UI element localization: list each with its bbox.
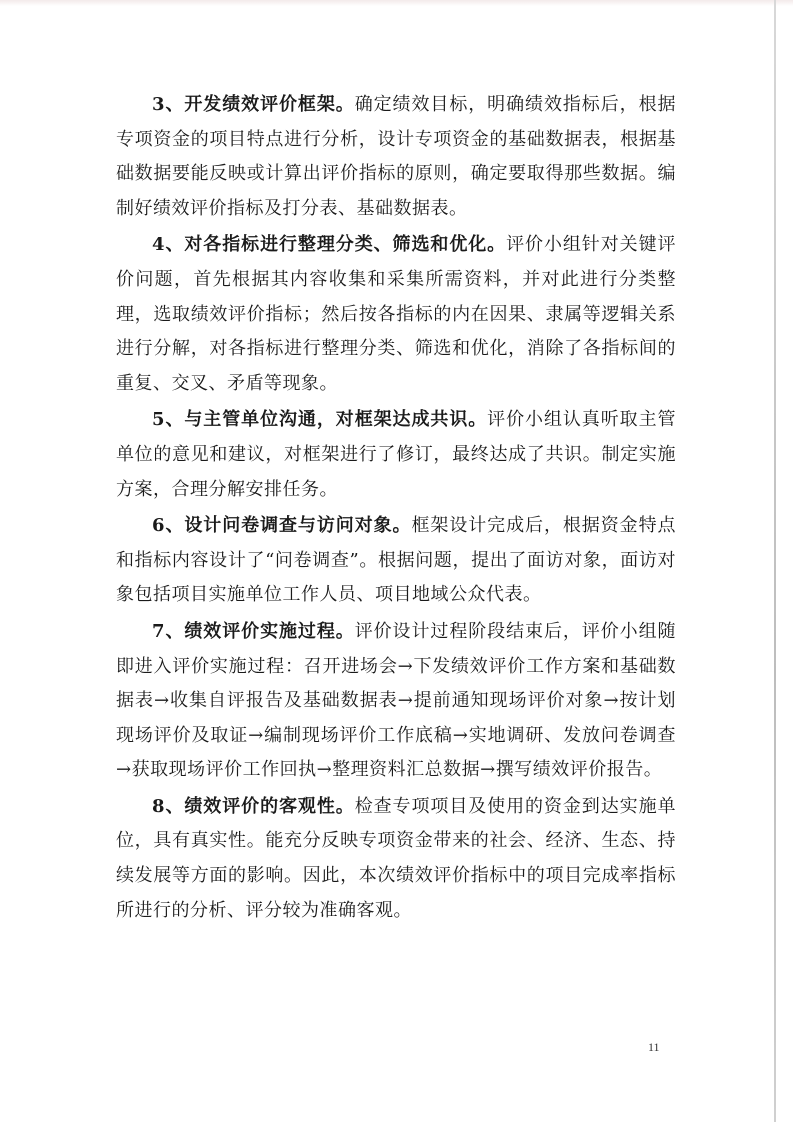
scan-right-edge [774, 0, 776, 1122]
paragraph-4 [116, 228, 676, 401]
paragraph-text: 确定绩效目标，明确绩效指标后，根据专项资金的项目特点进行分析，设计专项资金的基础数据表，根据基础数据要能反映或计算出评价指标的原则，确定要取得那些数据。编制好绩效评价指标及打分表、基础数据表。 [116, 94, 676, 219]
paragraph-heading: 3、开发绩效评价框架。 [152, 94, 355, 115]
paragraph-text: 评价小组认真听取主管单位的意见和建议，对框架进行了修订，最终达成了共识。制定实施方案，合理分解安排任务。 [116, 409, 676, 500]
scan-top-edge [0, 0, 793, 6]
paragraph-heading: 8、绩效评价的客观性。 [152, 795, 355, 817]
paragraph-6 [116, 509, 676, 613]
paragraph-heading: 5、与主管单位沟通，对框架达成共识。 [152, 409, 488, 431]
paragraph-heading: 4、对各指标进行整理分类、筛选和优化。 [152, 234, 507, 256]
document-body [116, 88, 676, 930]
paragraph-7 [116, 615, 676, 788]
page-number: 11 [648, 1040, 660, 1054]
paragraph-3 [116, 88, 676, 226]
paragraph-heading: 6、设计问卷调查与访问对象。 [152, 515, 412, 537]
paragraph-5 [116, 403, 676, 507]
paragraph-heading: 7、绩效评价实施过程。 [152, 620, 355, 642]
paragraph-text: 评价小组针对关键评价问题，首先根据其内容收集和采集所需资料，并对此进行分类整理，选取绩效评价指标；然后按各指标的内在因果、隶属等逻辑关系进行分解，对各指标进行整理分类、筛选和优化，消除了各指标间的重复、交叉、矛盾等现象。 [116, 234, 676, 394]
paragraph-8 [116, 790, 676, 928]
paragraph-text: 检查专项项目及使用的资金到达实施单位，具有真实性。能充分反映专项资金带来的社会、经济、生态、持续发展等方面的影响。因此，本次绩效评价指标中的项目完成率指标所进行的分析、评分较为准确客观。 [116, 795, 676, 921]
paragraph-text: 框架设计完成后，根据资金特点和指标内容设计了“问卷调查”。根据问题，提出了面访对象，面访对象包括项目实施单位工作人员、项目地域公众代表。 [116, 515, 677, 606]
paragraph-text: 评价设计过程阶段结束后，评价小组随即进入评价实施过程：召开进场会→下发绩效评价工作方案和基础数据表→收集自评报告及基础数据表→提前通知现场评价对象→按计划现场评价及取证→编制现场评价工作底稿→实地调研、发放问卷调查→获取现场评价工作回执→整理资料汇总数据→撰写绩效评价报告。 [116, 620, 676, 781]
